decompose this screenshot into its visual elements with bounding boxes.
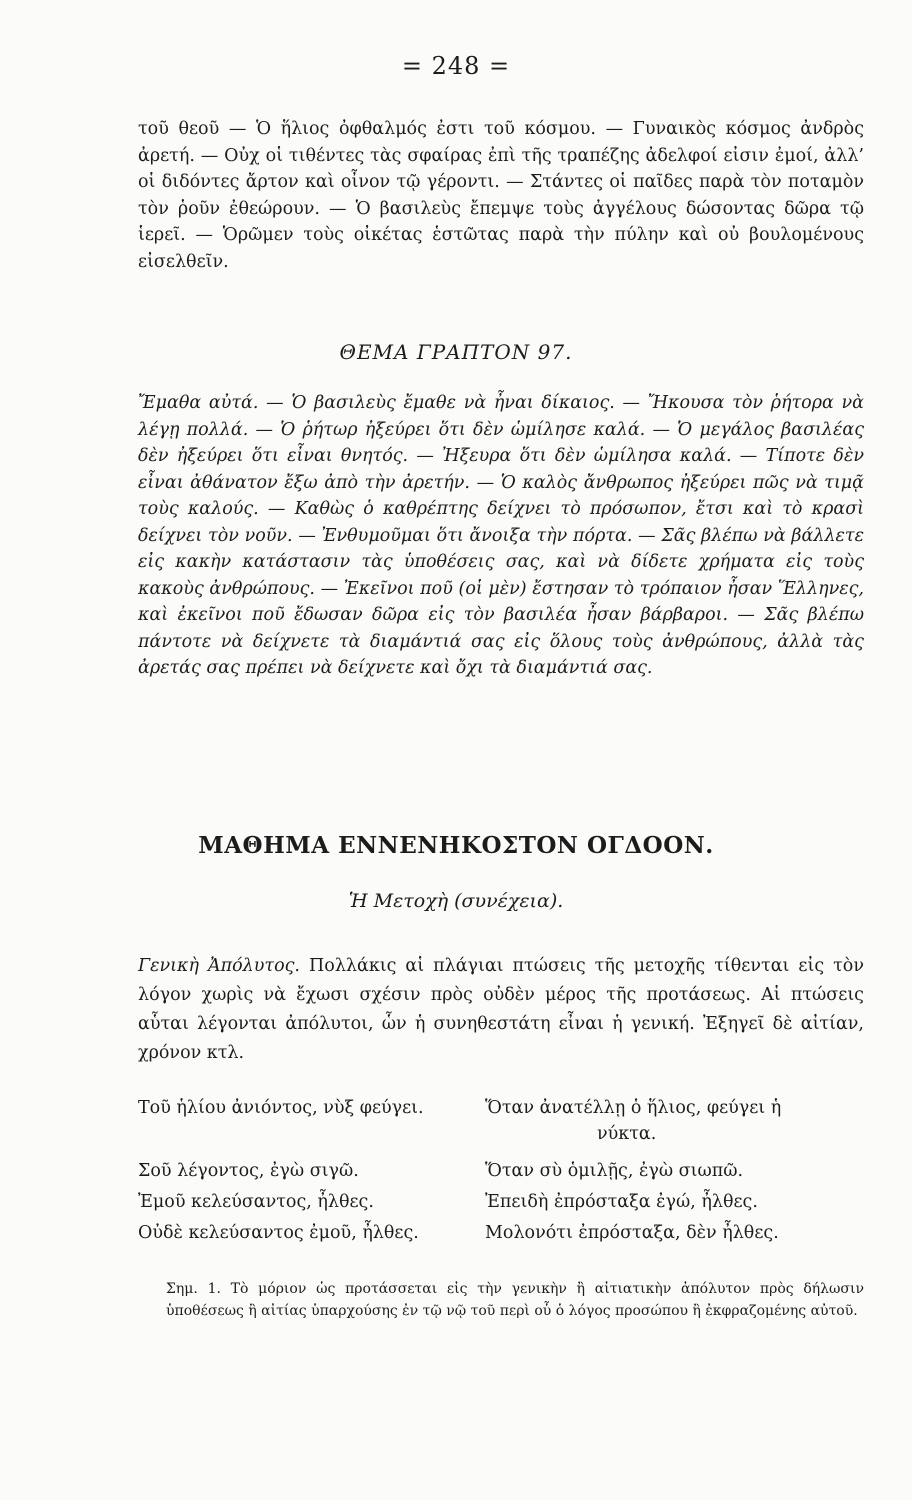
example-greek: Ἐμοῦ κελεύσαντος, ἦλθες. (138, 1192, 374, 1212)
example-translation: Ὅταν σὺ ὁμιλῇς, ἐγὼ σιωπῶ. (485, 1161, 744, 1181)
rule-paragraph (138, 952, 864, 1068)
example-translation: Μολονότι ἐπρόσταξα, δὲν ἦλθες. (485, 1223, 779, 1243)
example-translation-continuation: νύκτα. (597, 1124, 657, 1144)
example-translation-line: Ὅταν ἀνατέλλῃ ὁ ἥλιος, φεύγει ἡ (485, 1098, 782, 1118)
footnote-text: Τὸ μόριον ὡς προτάσσεται εἰς τὴν γενικὴν ἢ αἰτιατικὴν ἀπόλυτον πρὸς δήλωσιν ὑποθέσεως ἢ αἰτίας ὑπαρχούσης ἐν τῷ νῷ τοῦ περὶ οὗ ὁ λόγος προσώπου ἢ ἐκφραζομένης αὐτοῦ. (166, 1281, 864, 1319)
exercise-text: Ἔμαθα αὐτά. — Ὁ βασιλεὺς ἔμαθε νὰ ἦναι δίκαιος. — Ἤκουσα τὸν ῥήτορα νὰ λέγῃ πολλά. — Ὁ ῥήτωρ ἠξεύρει ὅτι δὲν ὡμίλησε καλά. — Ὁ μεγάλος βασιλέας δὲν ἠξεύρει ὅτι εἶναι θνητός. — Ἠξευρα ὅτι δὲν ὡμίλησα καλά. — Τίποτε δὲν εἶναι ἀθάνατον ἔξω ἀπὸ τὴν ἀρετήν. — Ὁ καλὸς ἄνθρωπος ἠξεύρει πῶς νὰ τιμᾷ τοὺς καλούς. — Καθὼς ὁ καθρέπτης δείχνει τὸ πρόσωπον, ἔτσι καὶ τὸ κρασὶ δείχνει τὸν νοῦν. — Ἐνθυμοῦμαι ὅτι ἄνοιξα τὴν πόρτα. — Σᾶς βλέπω νὰ βάλλετε εἰς κακὴν κατάστασιν τὰς ὑποθέσεις σας, καὶ νὰ δίδετε χρήματα εἰς τοὺς κακοὺς ἀνθρώπους. — Ἐκεῖνοι ποῦ (οἱ μὲν) ἔστησαν τὸ τρόπαιον ἦσαν Ἕλληνες, καὶ ἐκεῖνοι ποῦ ἔδωσαν δῶρα εἰς τὸν βασιλέα ἦσαν βάρβαροι. — Σᾶς βλέπω πάντοτε νὰ δείχνετε τὰ διαμάντιά σας εἰς ὅλους τοὺς ἀνθρώπους, ἀλλὰ τὰς ἀρετάς σας πρέπει νὰ δείχνετε καὶ ὄχι τὰ διαμάντιά σας. (138, 393, 864, 678)
example-greek: Τοῦ ἡλίου ἀνιόντος, νὺξ φεύγει. (138, 1098, 424, 1118)
example-translation (485, 1095, 868, 1155)
example-row (138, 1188, 868, 1217)
example-row (138, 1095, 868, 1155)
rule-text: Πολλάκις αἱ πλάγιαι πτώσεις τῆς μετοχῆς τίθενται εἰς τὸν λόγον χωρὶς νὰ ἔχωσι σχέσιν πρὸς οὐδὲν μέρος τῆς προτάσεως. Αἱ πτώσεις αὗται λέγονται ἀπόλυτοι, ὧν ἡ συνηθεστάτη εἶναι ἡ γενική. Ἐξηγεῖ δὲ αἰτίαν, χρόνον κτλ. (138, 956, 864, 1063)
exercise-title: ΘΕΜΑ ΓΡΑΠΤΟΝ 97. (339, 340, 573, 364)
intro-paragraph: τοῦ θεοῦ — Ὁ ἥλιος ὀφθαλμός ἐστι τοῦ κόσμου. — Γυναικὸς κόσμος ἀνδρὸς ἀρετή. — Οὐχ οἱ τιθέντες τὰς σφαίρας ἐπὶ τῆς τραπέζης ἀδελφοί εἰσιν ἐμοί, ἀλλ’ οἱ διδόντες ἄρτον καὶ οἶνον τῷ γέροντι. — Στάντες οἱ παῖδες παρὰ τὸν ποταμὸν τὸν ῥοῦν ἐθεώρουν. — Ὁ βασιλεὺς ἔπεμψε τοὺς ἀγγέλους δώσοντας δῶρα τῷ ἱερεῖ. — Ὁρῶμεν τοὺς οἰκέτας ἑστῶτας παρὰ τὴν πύλην καὶ οὐ βουλομένους εἰσελθεῖν. (138, 119, 864, 272)
page-number: = 248 = (401, 52, 511, 80)
example-row (138, 1219, 868, 1248)
lesson-subtitle: Ἡ Μετοχὴ (συνέχεια). (348, 890, 564, 912)
rule-label: Γενικὴ Ἀπόλυτος. (138, 956, 300, 976)
example-greek: Σοῦ λέγοντος, ἐγὼ σιγῶ. (138, 1161, 359, 1181)
examples-table (138, 1095, 868, 1248)
example-translation: Ἐπειδὴ ἐπρόσταξα ἐγώ, ἦλθες. (485, 1192, 758, 1212)
lesson-title: ΜΑΘΗΜΑ ΕΝΝΕΝΗΚΟΣΤΟΝ ΟΓΔΟΟΝ. (198, 832, 714, 859)
footnote-label: Σημ. 1. (166, 1281, 221, 1297)
example-greek: Οὐδὲ κελεύσαντος ἐμοῦ, ἦλθες. (138, 1223, 419, 1243)
footnote (166, 1278, 864, 1322)
example-row (138, 1157, 868, 1186)
